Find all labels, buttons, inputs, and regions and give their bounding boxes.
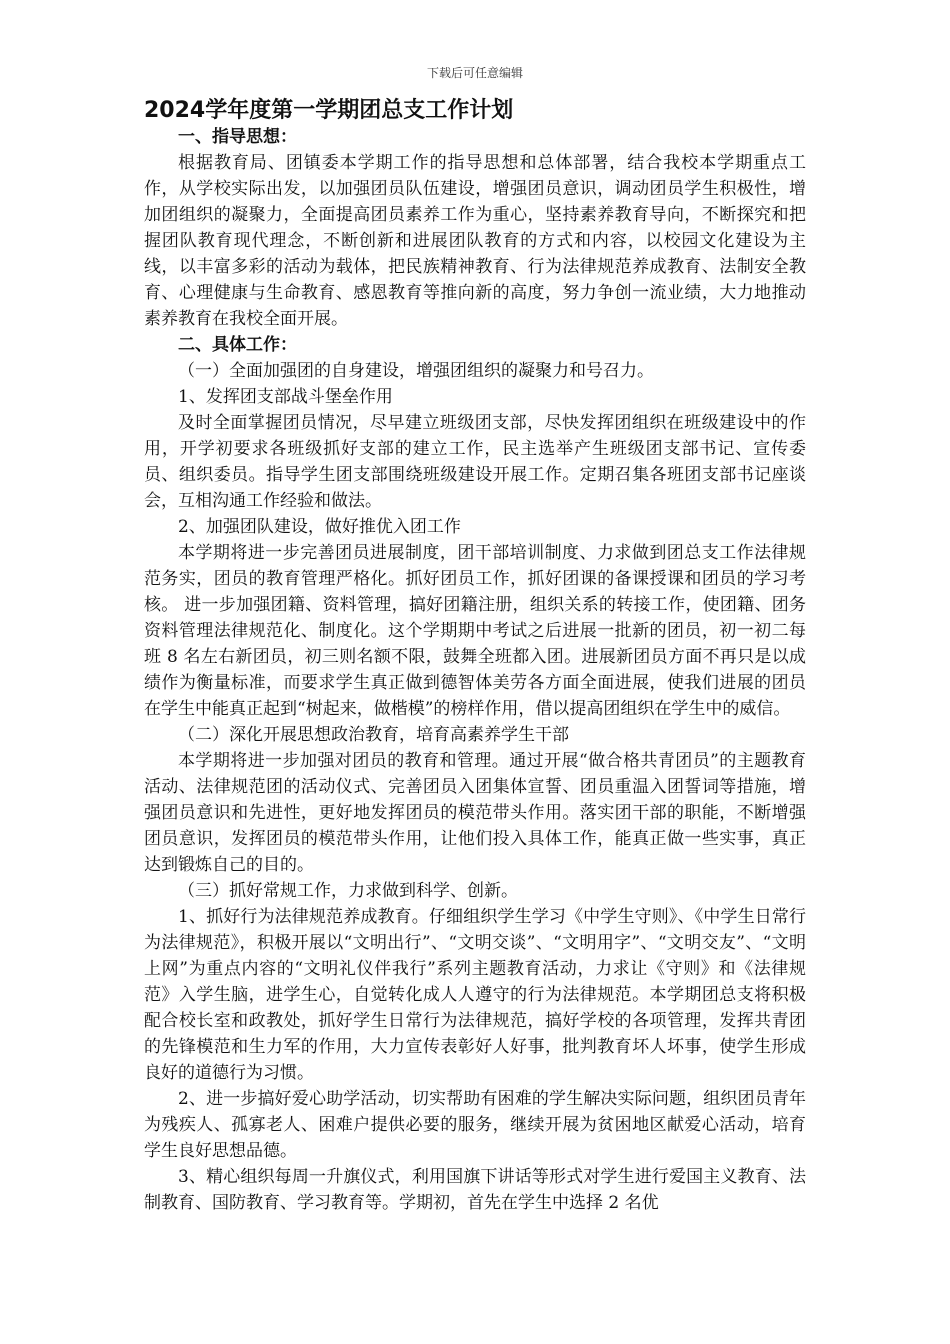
subsection-heading: （二）深化开展思想政治教育，培育高素养学生干部 bbox=[178, 725, 569, 745]
paragraph: 本学期将进一步完善团员进展制度，团干部培训制度、力求做到团总支工作法律规范务实，团员的教育管理严格化。抓好团员工作，抓好团课的备课授课和团员的学习考核。 进一步加强团籍、资料管理，搞好团籍注册，组织关系的转接工作，使团籍、团务资料管理法律规范化、制度化。这个学期期中考试之后进展一批新的团员，初一初二每班 8 名左右新团员，初三则名额不限，鼓舞全班都入团。进展新团员方面不再只是以成绩作为衡量标准，而要求学生真正做到德智体美劳各方面全面进展，使我们进展的团员在学生中能真正起到“树起来，做楷模”的榜样作用，借以提高团组织在学生中的威信。 bbox=[144, 543, 806, 719]
subsection-heading: （一）全面加强团的自身建设，增强团组织的凝聚力和号召力。 bbox=[178, 361, 654, 381]
paragraph: 3、精心组织每周一升旗仪式，利用国旗下讲话等形式对学生进行爱国主义教育、法制教育、国防教育、学习教育等。学期初，首先在学生中选择 2 名优 bbox=[144, 1167, 806, 1213]
document-title: 2024学年度第一学期团总支工作计划 bbox=[144, 98, 514, 123]
paragraph: 根据教育局、团镇委本学期工作的指导思想和总体部署，结合我校本学期重点工作，从学校实际出发，以加强团员队伍建设，增强团员意识，调动团员学生积极性，增加团组织的凝聚力，全面提高团员素养工作为重心，坚持素养教育导向，不断探究和把握团队教育现代理念，不断创新和进展团队教育的方式和内容，以校园文化建设为主线，以丰富多彩的活动为载体，把民族精神教育、行为法律规范养成教育、法制安全教育、心理健康与生命教育、感恩教育等推向新的高度，努力争创一流业绩，大力地推动素养教育在我校全面开展。 bbox=[144, 153, 806, 329]
paragraph: 2、进一步搞好爱心助学活动，切实帮助有困难的学生解决实际问题，组织团员青年为残疾人、孤寡老人、困难户提供必要的服务，继续开展为贫困地区献爱心活动，培育学生良好思想品德。 bbox=[144, 1089, 806, 1161]
document-body bbox=[144, 124, 806, 1216]
subsection-heading: （三）抓好常规工作，力求做到科学、创新。 bbox=[178, 881, 518, 901]
item-heading: 2、加强团队建设，做好推优入团工作 bbox=[178, 517, 461, 537]
paragraph: 本学期将进一步加强对团员的教育和管理。通过开展“做合格共青团员”的主题教育活动、法律规范团的活动仪式、完善团员入团集体宣誓、团员重温入团誓词等措施，增强团员意识和先进性，更好地发挥团员的模范带头作用。落实团干部的职能，不断增强团员意识，发挥团员的模范带头作用，让他们投入具体工作，能真正做一些实事，真正达到锻炼自己的目的。 bbox=[144, 751, 806, 875]
paragraph: 及时全面掌握团员情况，尽早建立班级团支部，尽快发挥团组织在班级建设中的作用，开学初要求各班级抓好支部的建立工作，民主选举产生班级团支部书记、宣传委员、组织委员。指导学生团支部围绕班级建设开展工作。定期召集各班团支部书记座谈会，互相沟通工作经验和做法。 bbox=[144, 413, 806, 511]
paragraph: 1、抓好行为法律规范养成教育。仔细组织学生学习《中学生守则》、《中学生日常行为法律规范》，积极开展以“文明出行”、“文明交谈”、“文明用字”、“文明交友”、“文明上网”为重点内容的“文明礼仪伴我行”系列主题教育活动，力求让《守则》和《法律规范》入学生脑，进学生心，自觉转化成人人遵守的行为法律规范。本学期团总支将积极配合校长室和政教处，抓好学生日常行为法律规范，搞好学校的各项管理，发挥共青团的先锋模范和生力军的作用，大力宣传表彰好人好事，批判教育坏人坏事，使学生形成良好的道德行为习惯。 bbox=[144, 907, 806, 1083]
page-header: 下载后可任意编辑 bbox=[426, 66, 523, 80]
item-heading: 1、发挥团支部战斗堡垒作用 bbox=[178, 387, 393, 407]
section-heading: 二、具体工作： bbox=[178, 335, 297, 355]
section-heading: 一、指导思想： bbox=[178, 127, 297, 147]
